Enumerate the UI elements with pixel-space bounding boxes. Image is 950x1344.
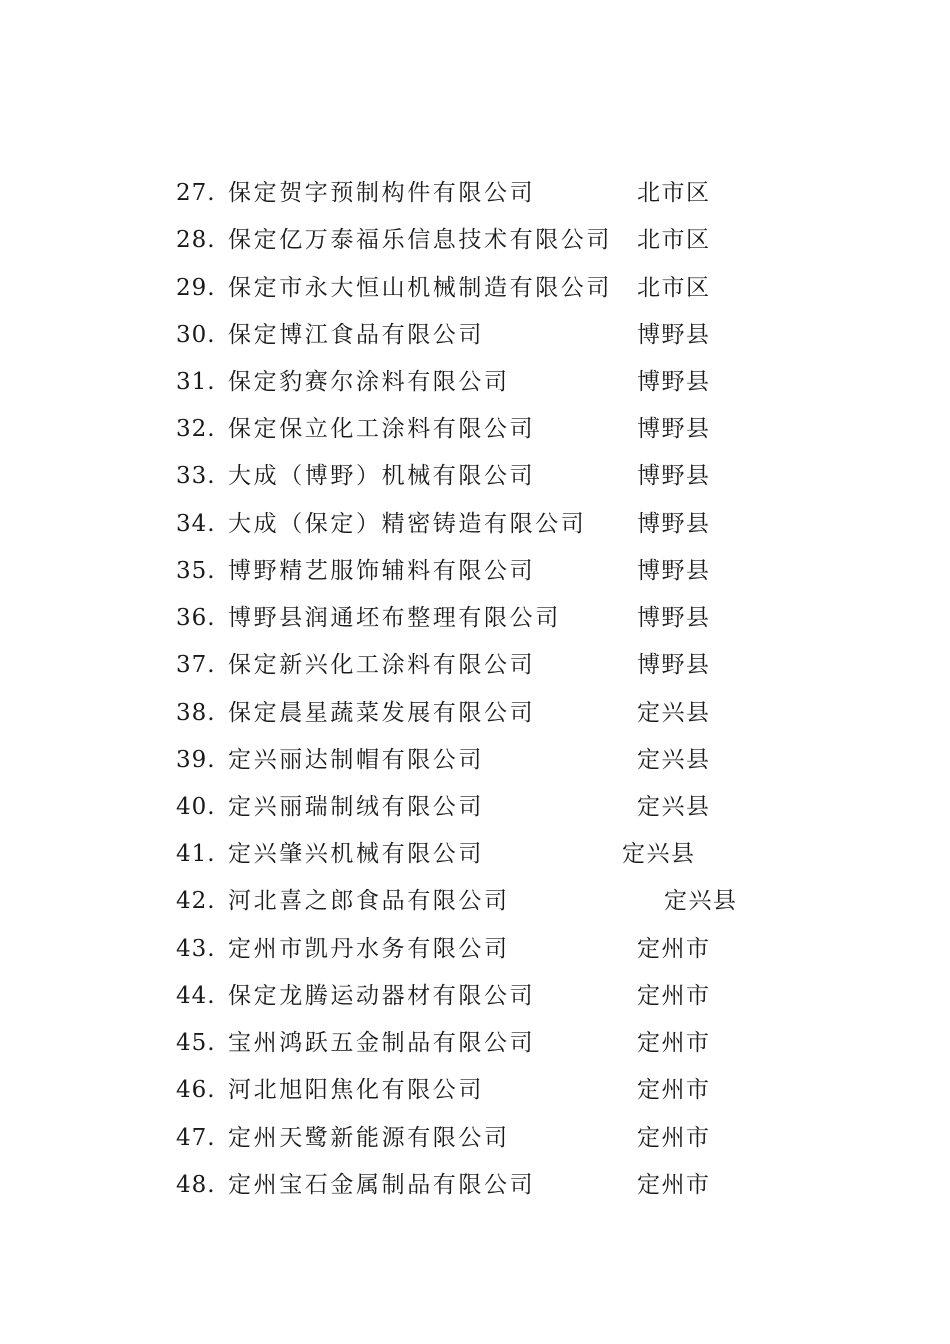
entry-number: 35. xyxy=(176,558,216,584)
region-name: 定州市 xyxy=(637,936,711,962)
list-item xyxy=(0,315,950,355)
region-name: 北市区 xyxy=(637,180,711,206)
company-name: 保定晨星蔬菜发展有限公司 xyxy=(228,700,536,726)
region-name: 定兴县 xyxy=(637,700,711,726)
region-name: 定兴县 xyxy=(637,794,711,820)
list-item xyxy=(0,173,950,213)
entry-number: 41. xyxy=(176,841,216,867)
entry-number: 36. xyxy=(176,605,216,631)
company-name: 保定龙腾运动器材有限公司 xyxy=(228,983,536,1009)
company-name: 定州天鹭新能源有限公司 xyxy=(228,1125,510,1151)
entry-number: 44. xyxy=(176,983,216,1009)
list-item xyxy=(0,409,950,449)
list-item xyxy=(0,598,950,638)
list-item xyxy=(0,456,950,496)
list-item xyxy=(0,504,950,544)
region-name: 定州市 xyxy=(637,1030,711,1056)
list-item xyxy=(0,929,950,969)
entry-number: 38. xyxy=(176,700,216,726)
region-name: 博野县 xyxy=(637,652,711,678)
company-name: 河北旭阳焦化有限公司 xyxy=(228,1077,484,1103)
entry-number: 33. xyxy=(176,463,216,489)
company-name: 博野精艺服饰辅料有限公司 xyxy=(228,558,536,584)
region-name: 博野县 xyxy=(637,416,711,442)
list-item xyxy=(0,834,950,874)
region-name: 定兴县 xyxy=(664,888,738,914)
list-item xyxy=(0,693,950,733)
region-name: 北市区 xyxy=(637,275,711,301)
entry-number: 30. xyxy=(176,322,216,348)
entry-number: 37. xyxy=(176,652,216,678)
region-name: 博野县 xyxy=(637,511,711,537)
region-name: 博野县 xyxy=(637,369,711,395)
company-name: 定兴丽达制帽有限公司 xyxy=(228,747,484,773)
list-item xyxy=(0,220,950,260)
list-item xyxy=(0,1165,950,1205)
region-name: 定州市 xyxy=(637,1077,711,1103)
entry-number: 43. xyxy=(176,936,216,962)
region-name: 博野县 xyxy=(637,322,711,348)
list-item xyxy=(0,1023,950,1063)
company-name: 保定市永大恒山机械制造有限公司 xyxy=(228,275,612,301)
entry-number: 32. xyxy=(176,416,216,442)
region-name: 定州市 xyxy=(637,1172,711,1198)
company-name: 河北喜之郎食品有限公司 xyxy=(228,888,510,914)
company-name: 保定博江食品有限公司 xyxy=(228,322,484,348)
company-name: 保定豹赛尔涂料有限公司 xyxy=(228,369,510,395)
company-name: 定州宝石金属制品有限公司 xyxy=(228,1172,536,1198)
entry-number: 29. xyxy=(176,275,216,301)
company-name: 保定新兴化工涂料有限公司 xyxy=(228,652,536,678)
entry-number: 34. xyxy=(176,511,216,537)
list-item xyxy=(0,1070,950,1110)
company-name: 定兴丽瑞制绒有限公司 xyxy=(228,794,484,820)
list-item xyxy=(0,551,950,591)
region-name: 定兴县 xyxy=(622,841,696,867)
region-name: 定兴县 xyxy=(637,747,711,773)
entry-number: 48. xyxy=(176,1172,216,1198)
list-item xyxy=(0,787,950,827)
company-name: 定州市凯丹水务有限公司 xyxy=(228,936,510,962)
list-item xyxy=(0,881,950,921)
company-name: 大成（博野）机械有限公司 xyxy=(228,463,536,489)
entry-number: 40. xyxy=(176,794,216,820)
region-name: 博野县 xyxy=(637,463,711,489)
entry-number: 42. xyxy=(176,888,216,914)
region-name: 定州市 xyxy=(637,983,711,1009)
region-name: 博野县 xyxy=(637,605,711,631)
company-name: 保定保立化工涂料有限公司 xyxy=(228,416,536,442)
list-item xyxy=(0,645,950,685)
region-name: 定州市 xyxy=(637,1125,711,1151)
entry-number: 46. xyxy=(176,1077,216,1103)
company-name: 大成（保定）精密铸造有限公司 xyxy=(228,511,587,537)
entry-number: 47. xyxy=(176,1125,216,1151)
list-item xyxy=(0,1118,950,1158)
company-name: 定兴肇兴机械有限公司 xyxy=(228,841,484,867)
list-item xyxy=(0,362,950,402)
entry-number: 31. xyxy=(176,369,216,395)
entry-number: 39. xyxy=(176,747,216,773)
entry-number: 45. xyxy=(176,1030,216,1056)
region-name: 北市区 xyxy=(637,227,711,253)
list-item xyxy=(0,740,950,780)
entry-number: 27. xyxy=(176,180,216,206)
region-name: 博野县 xyxy=(637,558,711,584)
list-item xyxy=(0,976,950,1016)
company-name: 保定亿万泰福乐信息技术有限公司 xyxy=(228,227,612,253)
company-name: 宝州鸿跃五金制品有限公司 xyxy=(228,1030,536,1056)
list-item xyxy=(0,268,950,308)
company-name: 博野县润通坯布整理有限公司 xyxy=(228,605,561,631)
company-name: 保定贺字预制构件有限公司 xyxy=(228,180,536,206)
entry-number: 28. xyxy=(176,227,216,253)
